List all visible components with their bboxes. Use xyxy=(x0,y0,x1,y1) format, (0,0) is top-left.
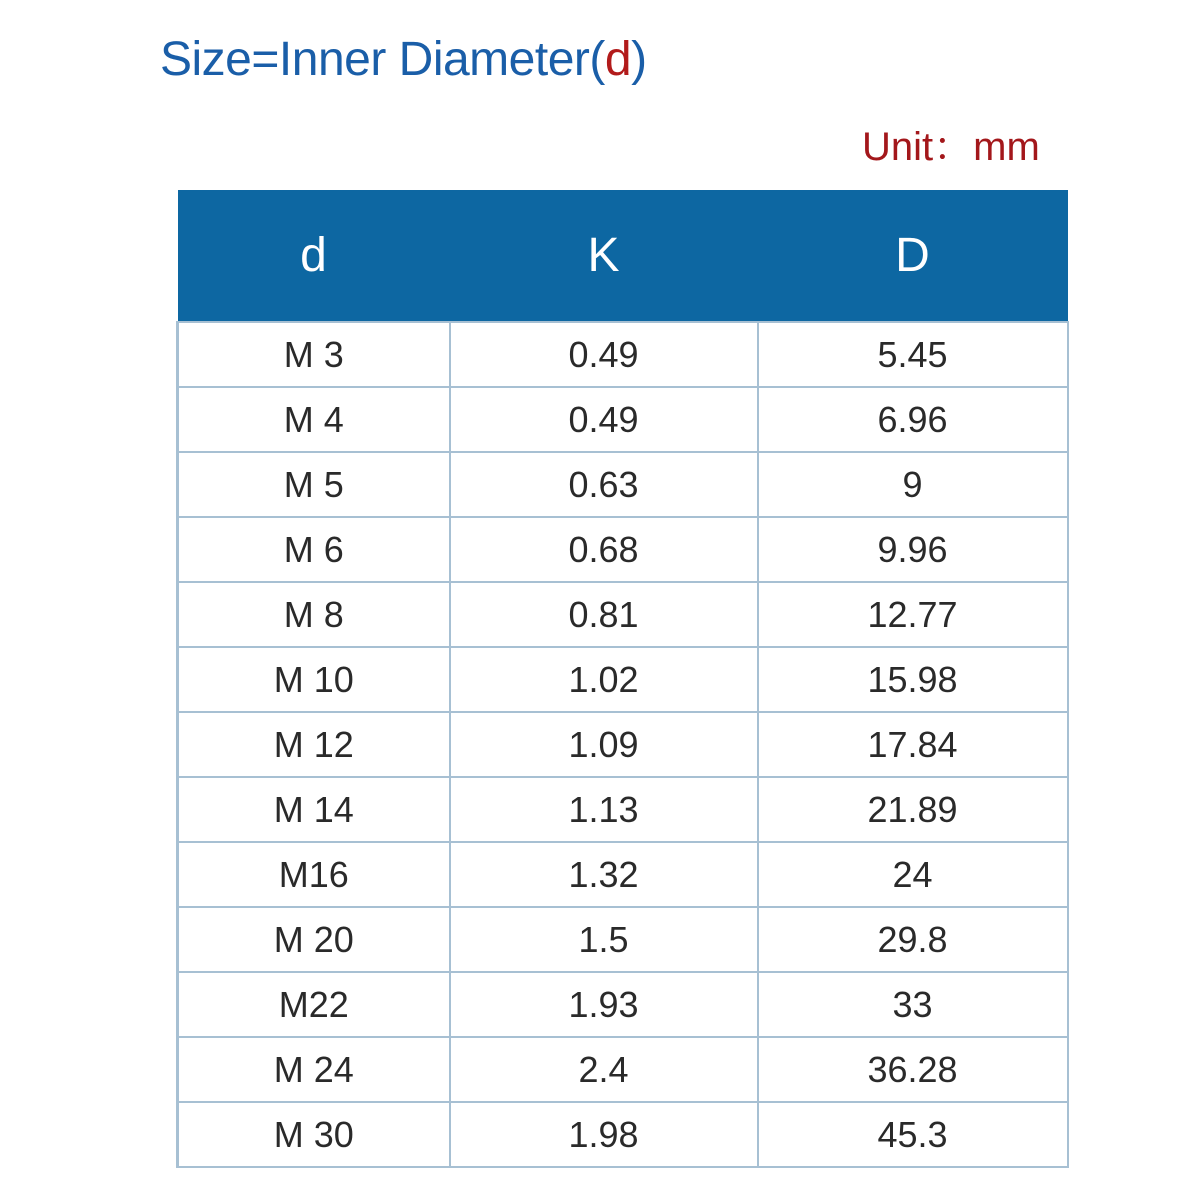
header-k: K xyxy=(450,190,758,322)
cell-big-d: 29.8 xyxy=(758,907,1068,972)
cell-big-d: 15.98 xyxy=(758,647,1068,712)
cell-big-d: 33 xyxy=(758,972,1068,1037)
cell-k: 0.81 xyxy=(450,582,758,647)
cell-k: 1.5 xyxy=(450,907,758,972)
cell-d: M 4 xyxy=(178,387,450,452)
cell-k: 1.32 xyxy=(450,842,758,907)
cell-k: 0.49 xyxy=(450,387,758,452)
title-accent-letter: d xyxy=(604,33,632,86)
cell-d: M16 xyxy=(178,842,450,907)
cell-k: 1.13 xyxy=(450,777,758,842)
cell-d: M 30 xyxy=(178,1102,450,1167)
cell-k: 0.68 xyxy=(450,517,758,582)
title-close: ) xyxy=(631,33,647,86)
cell-k: 1.93 xyxy=(450,972,758,1037)
cell-d: M22 xyxy=(178,972,450,1037)
table-row xyxy=(178,1037,1068,1102)
cell-k: 0.49 xyxy=(450,322,758,387)
table-row xyxy=(178,777,1068,842)
cell-big-d: 9 xyxy=(758,452,1068,517)
cell-big-d: 45.3 xyxy=(758,1102,1068,1167)
cell-k: 1.09 xyxy=(450,712,758,777)
cell-big-d: 24 xyxy=(758,842,1068,907)
cell-big-d: 12.77 xyxy=(758,582,1068,647)
cell-d: M 10 xyxy=(178,647,450,712)
table-row xyxy=(178,452,1068,517)
table-row xyxy=(178,322,1068,387)
cell-big-d: 9.96 xyxy=(758,517,1068,582)
table-row xyxy=(178,907,1068,972)
table-row xyxy=(178,517,1068,582)
header-big-d: D xyxy=(758,190,1068,322)
cell-d: M 8 xyxy=(178,582,450,647)
cell-big-d: 36.28 xyxy=(758,1037,1068,1102)
table-row xyxy=(178,842,1068,907)
size-table xyxy=(176,190,1069,1168)
table-row xyxy=(178,387,1068,452)
unit-label: Unit：mm xyxy=(862,125,1040,169)
cell-k: 1.98 xyxy=(450,1102,758,1167)
title-text: Size=Inner Diameter( xyxy=(160,33,605,86)
table-row xyxy=(178,972,1068,1037)
cell-k: 2.4 xyxy=(450,1037,758,1102)
cell-d: M 5 xyxy=(178,452,450,517)
page-title xyxy=(160,28,647,92)
cell-big-d: 6.96 xyxy=(758,387,1068,452)
table-body xyxy=(178,322,1068,1167)
cell-d: M 14 xyxy=(178,777,450,842)
cell-k: 1.02 xyxy=(450,647,758,712)
table-row xyxy=(178,712,1068,777)
cell-big-d: 21.89 xyxy=(758,777,1068,842)
cell-d: M 20 xyxy=(178,907,450,972)
cell-d: M 6 xyxy=(178,517,450,582)
cell-d: M 3 xyxy=(178,322,450,387)
cell-big-d: 17.84 xyxy=(758,712,1068,777)
table-row xyxy=(178,582,1068,647)
table-header xyxy=(178,190,1068,322)
table-row xyxy=(178,647,1068,712)
cell-k: 0.63 xyxy=(450,452,758,517)
cell-big-d: 5.45 xyxy=(758,322,1068,387)
header-row xyxy=(178,190,1068,322)
header-d: d xyxy=(178,190,450,322)
cell-d: M 12 xyxy=(178,712,450,777)
cell-d: M 24 xyxy=(178,1037,450,1102)
table-row xyxy=(178,1102,1068,1167)
